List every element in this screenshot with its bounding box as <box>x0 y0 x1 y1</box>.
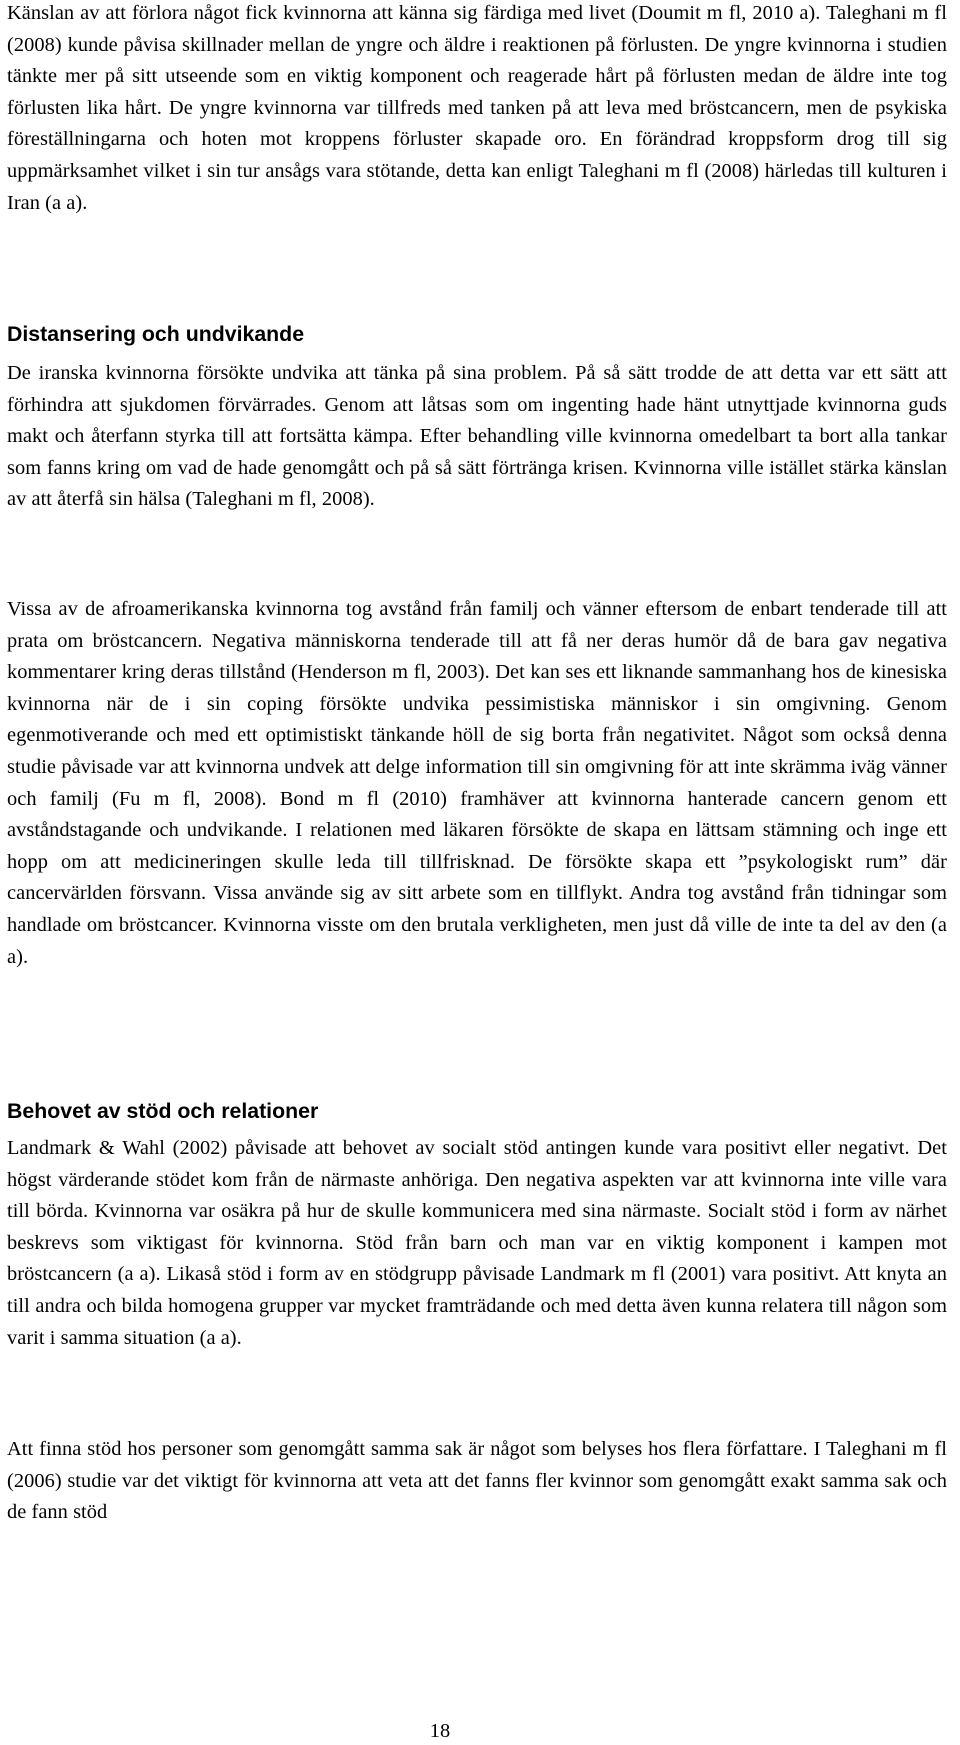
section-heading: Behovet av stöd och relationer <box>7 1099 319 1123</box>
document-page <box>7 0 947 1745</box>
body-paragraph: Att finna stöd hos personer som genomgått samma sak är något som belyses hos flera författare. I Taleghani m fl (2006) studie var det viktigt för kvinnorna att veta att det fanns fler kvinnor som genomgått exakt samma sak och de fann stöd <box>7 1438 947 1524</box>
section-heading: Distansering och undvikande <box>7 322 305 346</box>
body-paragraph: De iranska kvinnorna försökte undvika att tänka på sina problem. På så sätt trodde de att detta var ett sätt att förhindra att sjukdomen förvärrades. Genom att låtsas som om ingenting hade hänt utnyttjade kvinnorna guds makt och återfann styrka till att fortsätta kämpa. Efter behandling ville kvinnorna omedelbart ta bort alla tankar som fanns kring om vad de hade genomgått och på så sätt förtränga krisen. Kvinnorna ville istället stärka känslan av att återfå sin hälsa (Taleghani m fl, 2008). <box>7 362 947 511</box>
page-number: 18 <box>429 1720 451 1742</box>
body-paragraph: Landmark & Wahl (2002) påvisade att behovet av socialt stöd antingen kunde vara positivt eller negativt. Det högst värderande stödet kom från de närmaste anhöriga. Den negativa aspekten var att kvinnorna inte ville vara till börda. Kvinnorna var osäkra på hur de skulle kommunicera med sina närmaste. Socialt stöd i form av närhet beskrevs som viktigast för kvinnorna. Stöd från barn och man var en viktig komponent i kampen mot bröstcancern (a a). Likaså stöd i form av en stödgrupp påvisade Landmark m fl (2001) vara positivt. Att knyta an till andra och bilda homogena grupper var mycket framträdande och med detta även kunna relatera till någon som varit i samma situation (a a). <box>7 1137 947 1349</box>
body-paragraph: Vissa av de afroamerikanska kvinnorna tog avstånd från familj och vänner eftersom de enbart tenderade till att prata om bröstcancern. Negativa människorna tenderade till att få ner deras humör då de bara gav negativa kommentarer kring deras tillstånd (Henderson m fl, 2003). Det kan ses ett liknande sammanhang hos de kinesiska kvinnorna när de i sin coping försökte undvika pessimistiska människor i sin omgivning. Genom egenmotiverande och med ett optimistiskt tänkande höll de sig borta från negativitet. Något som också denna studie påvisade var att kvinnorna undvek att delge information till sin omgivning för att inte skrämma iväg vänner och familj (Fu m fl, 2008). Bond m fl (2010) framhäver att kvinnorna hanterade cancern genom ett avståndstagande och undvikande. I relationen med läkaren försökte de skapa en lättsam stämning och inge ett hopp om att medicineringen skulle leda till tillfrisknad. De försökte skapa ett ”psykologiskt rum” där cancervärlden försvann. Vissa använde sig av sitt arbete som en tillflykt. Andra tog avstånd från tidningar som handlade om bröstcancer. Kvinnorna visste om den brutala verkligheten, men just då ville de inte ta del av den (a a). <box>7 598 947 968</box>
body-paragraph: Känslan av att förlora något fick kvinnorna att känna sig färdiga med livet (Doumit m fl, 2010 a). Taleghani m fl (2008) kunde påvisa skillnader mellan de yngre och äldre i reaktionen på förlusten. De yngre kvinnorna i studien tänkte mer på sitt utseende som en viktig komponent och reagerade hårt på förlusten medan de äldre inte tog förlusten lika hårt. De yngre kvinnorna var tillfreds med tanken på att leva med bröstcancern, men de psykiska föreställningarna och hoten mot kroppens förluster skapade oro. En förändrad kroppsform drog till sig uppmärksamhet vilket i sin tur ansågs vara stötande, detta kan enligt Taleghani m fl (2008) härledas till kulturen i Iran (a a). <box>7 2 947 214</box>
